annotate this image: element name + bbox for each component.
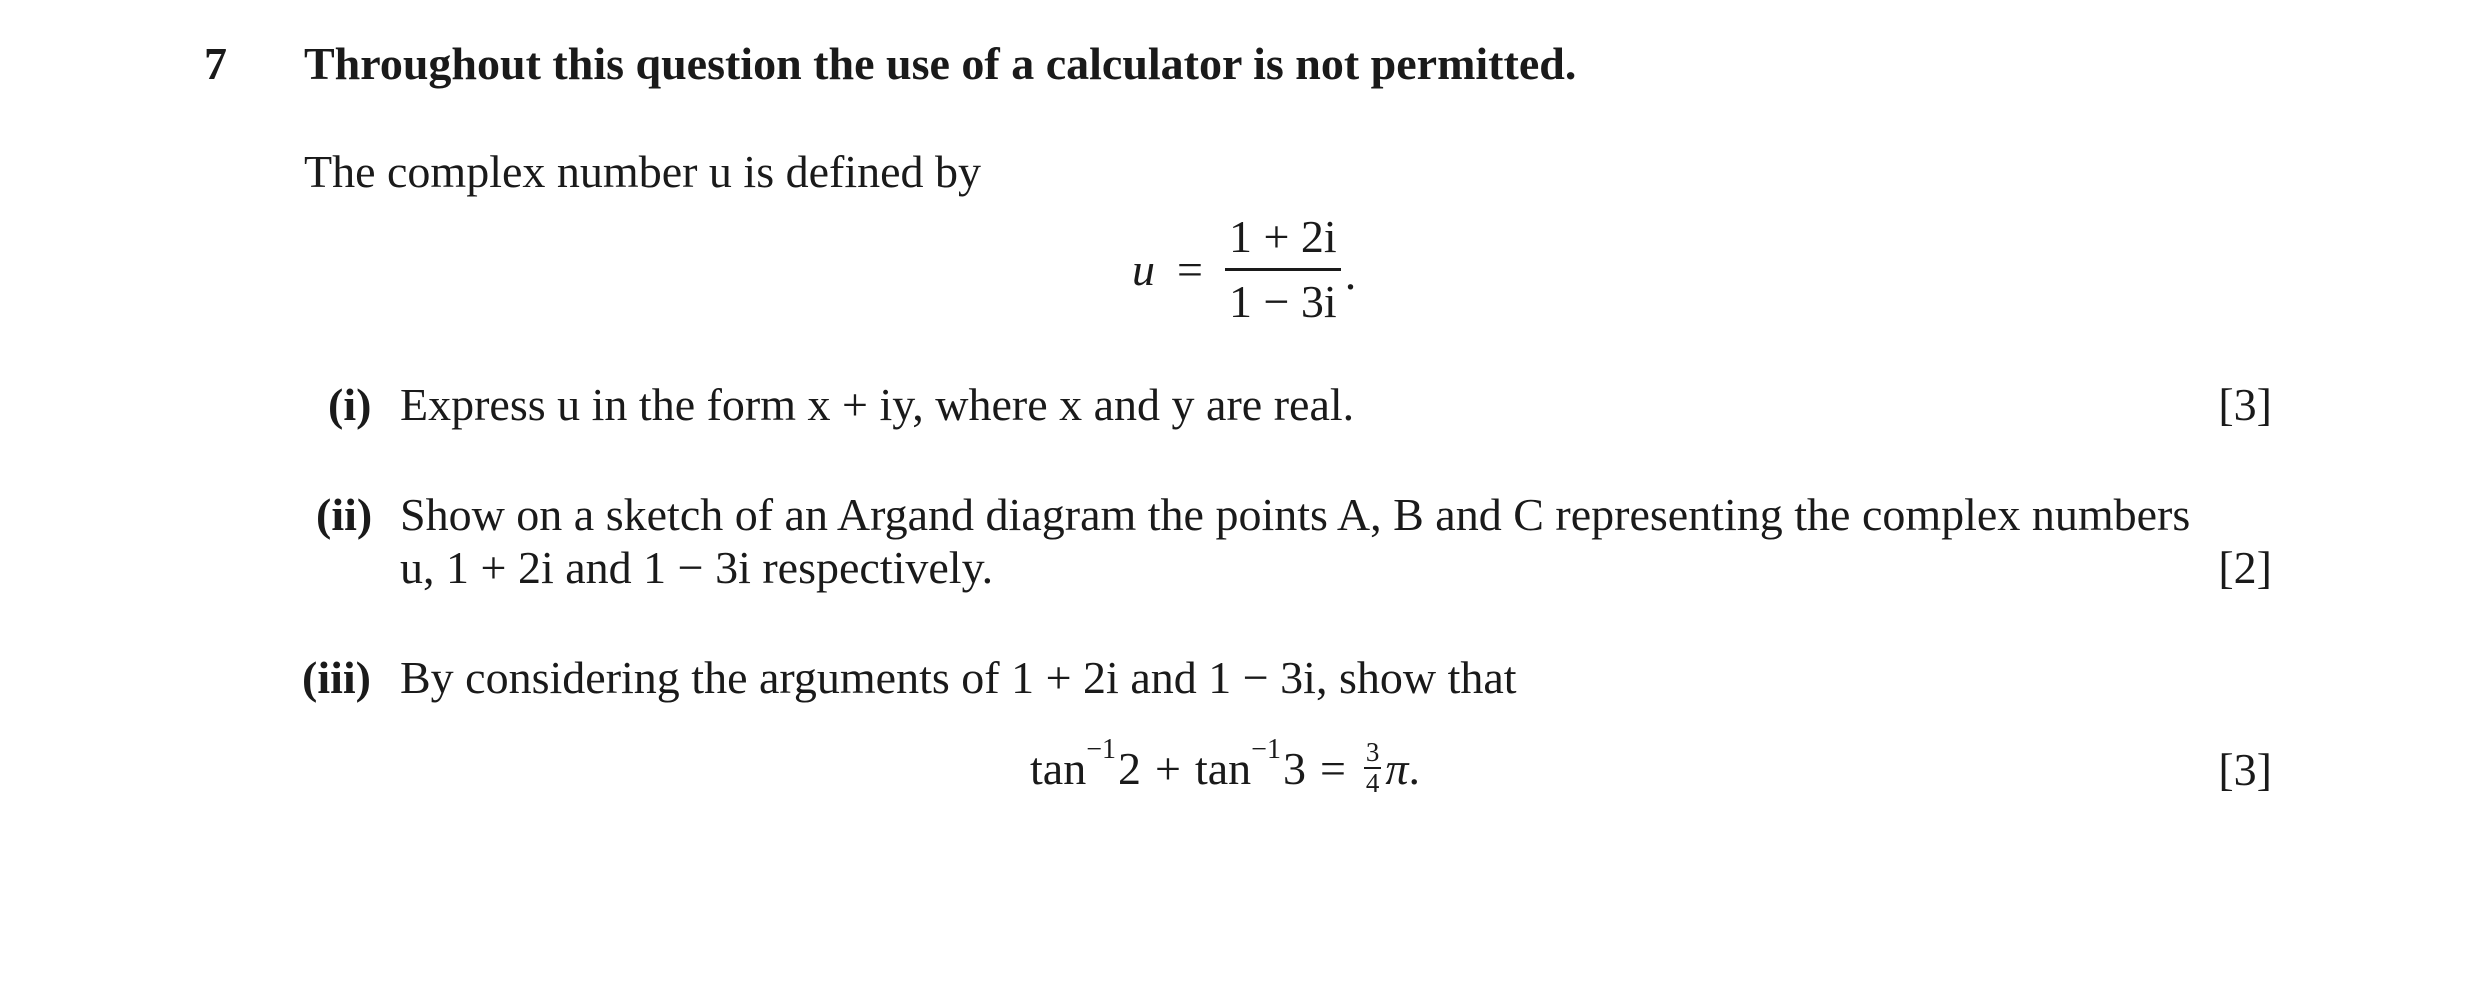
definition-equals: = [1177,243,1203,295]
definition-equation [1132,208,1356,330]
definition-fraction [1225,210,1341,329]
identity-term1-fn: tan [1030,742,1087,794]
identity-pi: π [1385,742,1409,794]
identity-plus: + [1155,742,1181,794]
identity-term1-arg: 2 [1118,742,1141,794]
part-ii-text-line2: u, 1 + 2i and 1 − 3i respectively. [400,542,994,593]
part-i-label: (i) [328,379,372,430]
identity-terminator: . [1408,742,1420,794]
part-ii-text-line1: Show on a sketch of an Argand diagram the points A, B and C representing the complex numbers [400,489,2191,540]
part-i-text: Express u in the form x + iy, where x and y are real. [400,379,1355,430]
identity-term1-exp: −1 [1086,734,1116,765]
part-iii-text: By considering the arguments of 1 + 2i and 1 − 3i, show that [400,652,1517,703]
identity-fraction [1364,738,1382,798]
part-iii-marks: [3] [2218,744,2272,795]
identity-fraction-numerator: 3 [1365,737,1380,767]
part-ii-marks: [2] [2218,542,2272,593]
part-i-marks: [3] [2218,379,2272,430]
identity-equation [1030,730,1420,806]
part-ii-label: (ii) [316,489,373,540]
fraction-denominator: 1 − 3i [1228,275,1337,327]
fraction-numerator: 1 + 2i [1225,210,1341,271]
identity-fraction-denominator: 4 [1365,768,1380,798]
definition-terminator: . [1344,247,1357,299]
identity-term2-exp: −1 [1251,734,1281,765]
question-instruction: Throughout this question the use of a calculator is not permitted. [304,38,1577,89]
identity-term2-fn: tan [1194,742,1252,794]
question-number: 7 [204,38,227,89]
question-intro: The complex number u is defined by [304,146,982,197]
identity-equals: = [1319,742,1346,794]
definition-lhs: u [1132,243,1155,295]
part-iii-label: (iii) [302,652,371,703]
identity-term2-arg: 3 [1282,742,1306,794]
